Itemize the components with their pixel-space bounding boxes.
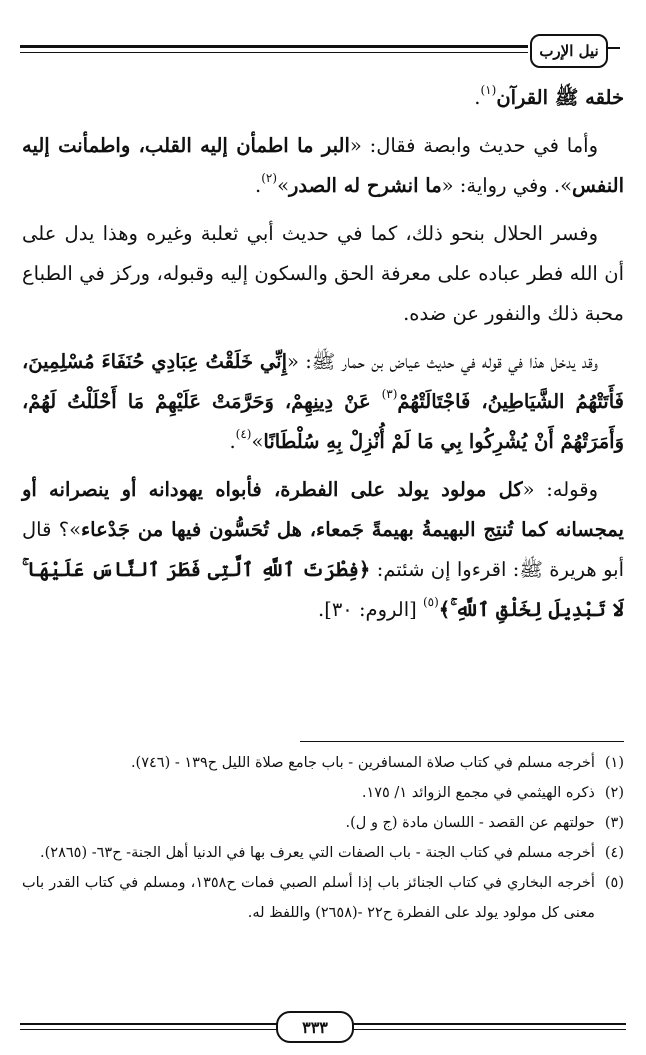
quoted-text: ﴿فِطْرَتَ ٱللَّهِ ٱلَّتِى فَطَرَ ٱلنَّاسَ عَلَيْهَا ۚ لَا تَبْدِيلَ لِخَلْقِ ٱللَّهِ ۚ﴾ (22, 558, 624, 621)
footnote-marker[interactable]: (٢) (261, 171, 278, 185)
header-rule (20, 45, 528, 48)
footnote-number: (٢) (604, 785, 624, 801)
text-run: ». وفي رواية: « (441, 174, 573, 197)
footnote-item (22, 868, 624, 928)
footnote-number: (٣) (604, 815, 624, 831)
footnote-marker[interactable]: (٥) (422, 595, 439, 609)
quoted-text: عَنْ دِينِهِمْ، وَحَرَّمَتْ عَلَيْهِمْ مَا أَحْلَلْتُ لَهُمْ، وَأَمَرَتْهُمْ أَنْ يُشْرِكُوا بِي مَا لَمْ أُنْزِلْ بِهِ سُلْطَانًا (22, 390, 624, 453)
footnotes (22, 748, 624, 928)
quoted-text: ما انشرح له الصدر (289, 174, 442, 197)
paragraph-p3 (22, 214, 624, 334)
text-run: » (251, 430, 264, 453)
footnote-item (22, 748, 624, 778)
footnote-item (22, 838, 624, 868)
page-number: ٣٣٣ (276, 1011, 354, 1043)
text-run: وفسر الحلال بنحو ذلك، كما في حديث أبي ثعلبة وغيره وهذا يدل على أن الله فطر عباده على معرفة الحق والسكون إليه وقبوله، وركز في الطباع محبة ذلك والنفور عن ضده. (22, 222, 624, 325)
running-header-title: نيل الإرب (530, 34, 608, 68)
footnote-text: أخرجه مسلم في كتاب صلاة المسافرين - باب جامع صلاة الليل ح١٣٩ - (٧٤٦). (130, 755, 595, 771)
paragraph-p5 (22, 470, 624, 630)
footnote-number: (٥) (604, 875, 624, 891)
footnote-number: (٤) (604, 845, 624, 861)
text-run: وقد يدخل هذا في قوله في حديث عياض بن حمار ﷺ: « (287, 350, 598, 373)
footnote-item (22, 778, 624, 808)
footnote-text: ذكره الهيثمي في مجمع الزوائد ١/ ١٧٥. (361, 785, 595, 801)
text-run: . (255, 174, 262, 197)
quoted-text: إِنِّي خَلَقْتُ عِبَادِي حُنَفَاءَ مُسْلِمِينَ، فَأَتَتْهُمُ الشَّيَاطِينُ، فَاجْتَالَتْهُمْ (22, 350, 624, 413)
footnote-separator (300, 741, 624, 742)
text-run: [الروم: ٣٠]. (318, 598, 423, 621)
quoted-text: خلقه ﷺ القرآن (496, 86, 624, 109)
footnote-text: أخرجه مسلم في كتاب الجنة - باب الصفات التي يعرف بها في الدنيا أهل الجنة- ح٦٣- (٢٨٦٥). (40, 845, 595, 861)
paragraph-p1 (22, 78, 624, 118)
text-run: . (474, 86, 481, 109)
footnote-number: (١) (604, 755, 624, 771)
footnote-text: حولتهم عن القصد - اللسان مادة (ج و ل). (345, 815, 595, 831)
footnote-text: أخرجه البخاري في كتاب الجنائز باب إذا أسلم الصبي فمات ح١٣٥٨، ومسلم في كتاب القدر باب معنى كل مولود يولد على الفطرة ح٢٢ -(٢٦٥٨) واللفظ له. (22, 875, 595, 921)
text-run: » (277, 174, 289, 197)
header-rule-tail (606, 47, 620, 49)
text-run: »؟ قال أبو هريرة ﷺ: اقرءوا إن شئتم: (22, 518, 624, 581)
quoted-text: البر ما اطمأن إليه القلب، واطمأنت إليه النفس (22, 134, 624, 197)
footnote-marker[interactable]: (٣) (381, 387, 398, 401)
footnote-item (22, 808, 624, 838)
paragraph-p4 (22, 342, 624, 462)
paragraph-p2 (22, 126, 624, 206)
footnote-marker[interactable]: (١) (480, 83, 497, 97)
text-run: وأما في حديث وابصة فقال: « (349, 134, 598, 157)
text-run: . (229, 430, 236, 453)
text-run: وقوله: « (522, 478, 598, 501)
header-rule-thin (20, 52, 528, 53)
quoted-text: كل مولود يولد على الفطرة، فأبواه يهودانه أو ينصرانه أو يمجسانه كما تُنتِج البهيمةُ بهيمةً جَمعاء، هل تُحَسُّون فيها من جَدْعاء (22, 478, 624, 541)
main-text (22, 78, 624, 638)
footnote-marker[interactable]: (٤) (235, 427, 252, 441)
